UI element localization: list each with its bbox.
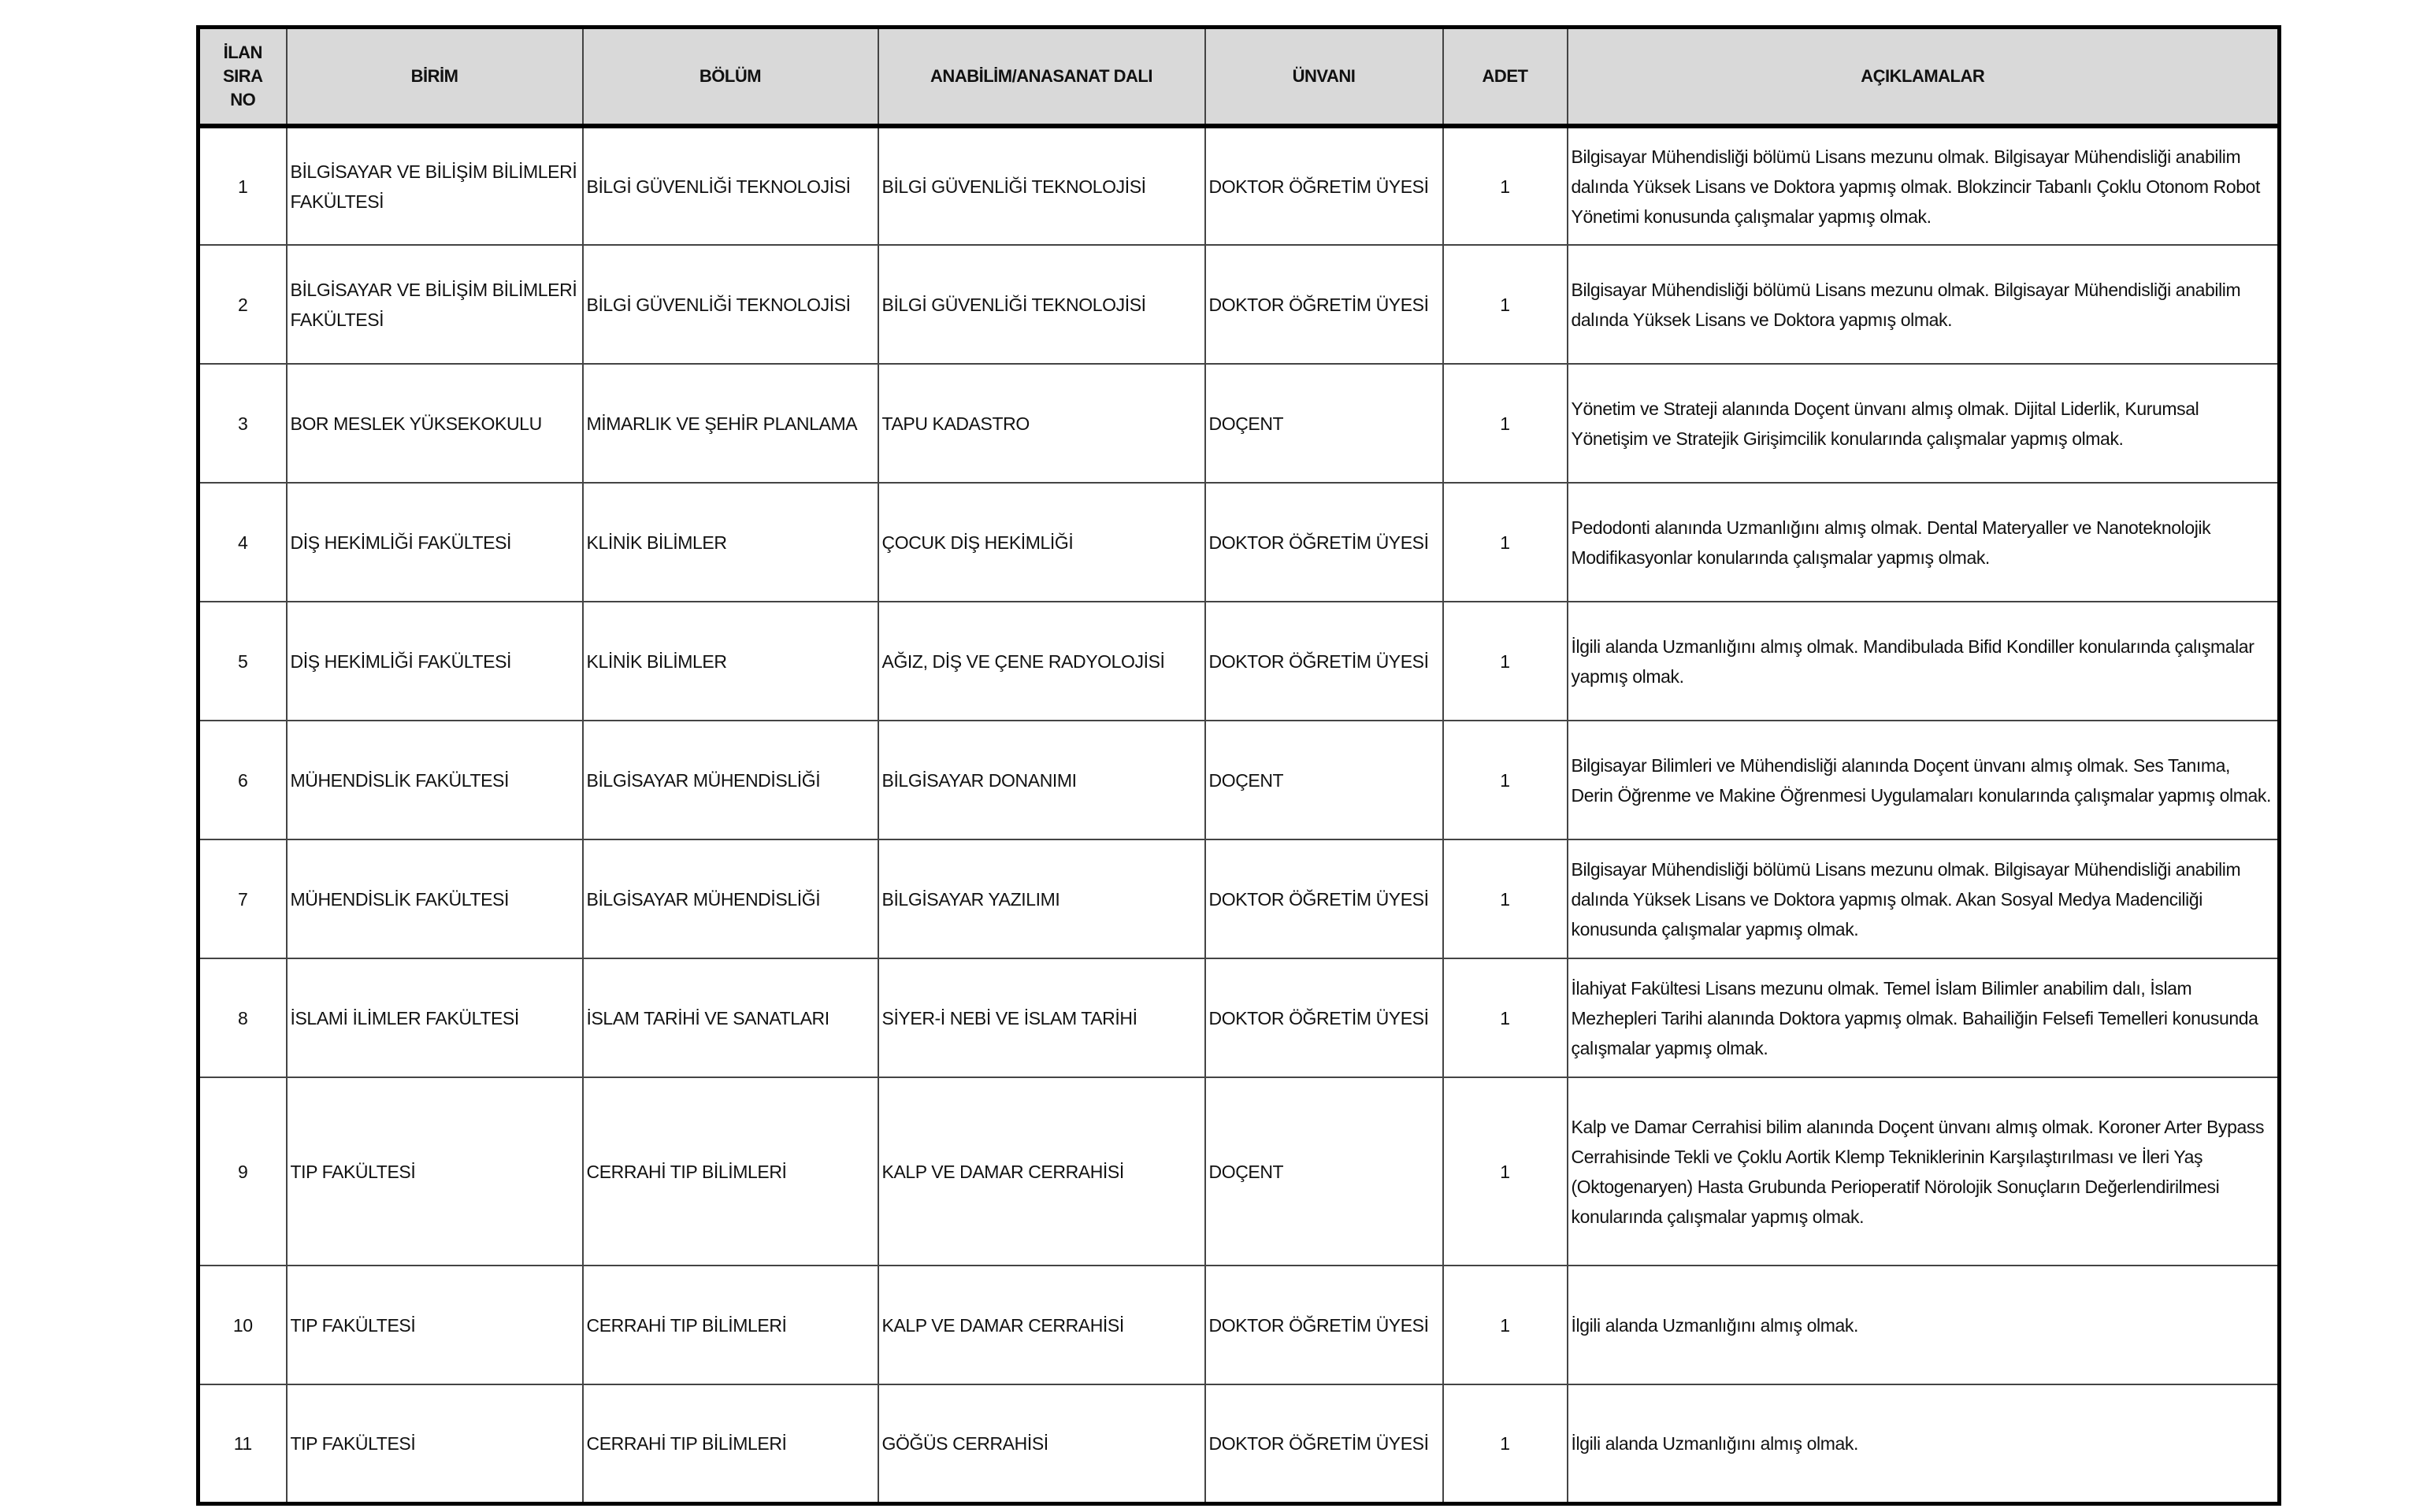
bolum-cell: KLİNİK BİLİMLER	[583, 483, 878, 602]
unvan-cell: DOKTOR ÖĞRETİM ÜYESİ	[1205, 126, 1443, 245]
unvan-cell: DOKTOR ÖĞRETİM ÜYESİ	[1205, 1266, 1443, 1384]
bolum-cell: KLİNİK BİLİMLER	[583, 602, 878, 721]
birim-cell: TIP FAKÜLTESİ	[287, 1077, 583, 1266]
aciklama-cell: İlgili alanda Uzmanlığını almış olmak.	[1568, 1266, 2280, 1384]
birim-cell: TIP FAKÜLTESİ	[287, 1266, 583, 1384]
bolum-cell: BİLGİSAYAR MÜHENDİSLİĞİ	[583, 839, 878, 958]
ilan-no-cell: 9	[199, 1077, 287, 1266]
table-row	[199, 839, 2280, 958]
ilan-no-cell: 8	[199, 958, 287, 1077]
header-adet: ADET	[1443, 28, 1568, 127]
table-row	[199, 483, 2280, 602]
table-row	[199, 602, 2280, 721]
anabilim-cell: KALP VE DAMAR CERRAHİSİ	[878, 1077, 1205, 1266]
header-aciklamalar: AÇIKLAMALAR	[1568, 28, 2280, 127]
anabilim-cell: TAPU KADASTRO	[878, 364, 1205, 483]
unvan-cell: DOKTOR ÖĞRETİM ÜYESİ	[1205, 958, 1443, 1077]
adet-cell: 1	[1443, 839, 1568, 958]
unvan-cell: DOKTOR ÖĞRETİM ÜYESİ	[1205, 1384, 1443, 1503]
aciklama-cell: İlahiyat Fakültesi Lisans mezunu olmak. Temel İslam Bilimler anabilim dalı, İslam Mezhepleri Tarihi alanında Doktora yapmış olmak. Bahailiğin Felsefi Temelleri konusunda çalışmalar yapmış olmak.	[1568, 958, 2280, 1077]
bolum-cell: CERRAHİ TIP BİLİMLERİ	[583, 1384, 878, 1503]
table-row	[199, 245, 2280, 364]
aciklama-cell: Bilgisayar Bilimleri ve Mühendisliği alanında Doçent ünvanı almış olmak. Ses Tanıma, Derin Öğrenme ve Makine Öğrenmesi Uygulamaları konularında çalışmalar yapmış olmak.	[1568, 721, 2280, 839]
anabilim-cell: KALP VE DAMAR CERRAHİSİ	[878, 1266, 1205, 1384]
table-row	[199, 958, 2280, 1077]
aciklama-cell: İlgili alanda Uzmanlığını almış olmak.	[1568, 1384, 2280, 1503]
anabilim-cell: BİLGİSAYAR DONANIMI	[878, 721, 1205, 839]
bolum-cell: CERRAHİ TIP BİLİMLERİ	[583, 1266, 878, 1384]
bolum-cell: BİLGİ GÜVENLİĞİ TEKNOLOJİSİ	[583, 126, 878, 245]
anabilim-cell: BİLGİ GÜVENLİĞİ TEKNOLOJİSİ	[878, 126, 1205, 245]
birim-cell: BİLGİSAYAR VE BİLİŞİM BİLİMLERİ FAKÜLTESİ	[287, 126, 583, 245]
header-unvan: ÜNVANI	[1205, 28, 1443, 127]
birim-cell: DİŞ HEKİMLİĞİ FAKÜLTESİ	[287, 483, 583, 602]
birim-cell: MÜHENDİSLİK FAKÜLTESİ	[287, 721, 583, 839]
header-birim: BİRİM	[287, 28, 583, 127]
ilan-no-cell: 11	[199, 1384, 287, 1503]
ilan-no-cell: 10	[199, 1266, 287, 1384]
aciklama-cell: Bilgisayar Mühendisliği bölümü Lisans mezunu olmak. Bilgisayar Mühendisliği anabilim dalında Yüksek Lisans ve Doktora yapmış olmak.	[1568, 245, 2280, 364]
adet-cell: 1	[1443, 364, 1568, 483]
aciklama-cell: Bilgisayar Mühendisliği bölümü Lisans mezunu olmak. Bilgisayar Mühendisliği anabilim dalında Yüksek Lisans ve Doktora yapmış olmak. Blokzincir Tabanlı Çoklu Otonom Robot Yönetimi konusunda çalışmalar yapmış olmak.	[1568, 126, 2280, 245]
job-listings-table	[196, 25, 2281, 1506]
bolum-cell: CERRAHİ TIP BİLİMLERİ	[583, 1077, 878, 1266]
aciklama-cell: Kalp ve Damar Cerrahisi bilim alanında Doçent ünvanı almış olmak. Koroner Arter Bypass Cerrahisinde Tekli ve Çoklu Aortik Klemp Tekniklerinin Karşılaştırılması ve İleri Yaş (Oktogenaryen) Hasta Grubunda Perioperatif Nörolojik Sonuçların Değerlendirilmesi konularında çalışmalar yapmış olmak.	[1568, 1077, 2280, 1266]
ilan-no-cell: 4	[199, 483, 287, 602]
birim-cell: MÜHENDİSLİK FAKÜLTESİ	[287, 839, 583, 958]
adet-cell: 1	[1443, 483, 1568, 602]
bolum-cell: İSLAM TARİHİ VE SANATLARI	[583, 958, 878, 1077]
anabilim-cell: SİYER-İ NEBİ VE İSLAM TARİHİ	[878, 958, 1205, 1077]
ilan-no-cell: 7	[199, 839, 287, 958]
birim-cell: DİŞ HEKİMLİĞİ FAKÜLTESİ	[287, 602, 583, 721]
adet-cell: 1	[1443, 1077, 1568, 1266]
ilan-no-cell: 6	[199, 721, 287, 839]
ilan-no-cell: 5	[199, 602, 287, 721]
adet-cell: 1	[1443, 245, 1568, 364]
ilan-no-cell: 3	[199, 364, 287, 483]
table-row	[199, 1266, 2280, 1384]
ilan-no-cell: 2	[199, 245, 287, 364]
table-row	[199, 126, 2280, 245]
header-bolum: BÖLÜM	[583, 28, 878, 127]
adet-cell: 1	[1443, 721, 1568, 839]
anabilim-cell: AĞIZ, DİŞ VE ÇENE RADYOLOJİSİ	[878, 602, 1205, 721]
anabilim-cell: ÇOCUK DİŞ HEKİMLİĞİ	[878, 483, 1205, 602]
bolum-cell: BİLGİSAYAR MÜHENDİSLİĞİ	[583, 721, 878, 839]
header-ilan-sira-no: İLAN SIRA NO	[199, 28, 287, 127]
anabilim-cell: BİLGİ GÜVENLİĞİ TEKNOLOJİSİ	[878, 245, 1205, 364]
aciklama-cell: Yönetim ve Strateji alanında Doçent ünvanı almış olmak. Dijital Liderlik, Kurumsal Yönetişim ve Stratejik Girişimcilik konularında çalışmalar yapmış olmak.	[1568, 364, 2280, 483]
bolum-cell: MİMARLIK VE ŞEHİR PLANLAMA	[583, 364, 878, 483]
adet-cell: 1	[1443, 1384, 1568, 1503]
birim-cell: TIP FAKÜLTESİ	[287, 1384, 583, 1503]
table-row	[199, 364, 2280, 483]
unvan-cell: DOKTOR ÖĞRETİM ÜYESİ	[1205, 839, 1443, 958]
ilan-no-cell: 1	[199, 126, 287, 245]
header-anabilim: ANABİLİM/ANASANAT DALI	[878, 28, 1205, 127]
adet-cell: 1	[1443, 126, 1568, 245]
birim-cell: BİLGİSAYAR VE BİLİŞİM BİLİMLERİ FAKÜLTESİ	[287, 245, 583, 364]
unvan-cell: DOÇENT	[1205, 1077, 1443, 1266]
birim-cell: İSLAMİ İLİMLER FAKÜLTESİ	[287, 958, 583, 1077]
anabilim-cell: BİLGİSAYAR YAZILIMI	[878, 839, 1205, 958]
table-header-row	[199, 28, 2280, 127]
adet-cell: 1	[1443, 1266, 1568, 1384]
adet-cell: 1	[1443, 602, 1568, 721]
unvan-cell: DOÇENT	[1205, 364, 1443, 483]
aciklama-cell: İlgili alanda Uzmanlığını almış olmak. Mandibulada Bifid Kondiller konularında çalışmalar yapmış olmak.	[1568, 602, 2280, 721]
unvan-cell: DOKTOR ÖĞRETİM ÜYESİ	[1205, 602, 1443, 721]
bolum-cell: BİLGİ GÜVENLİĞİ TEKNOLOJİSİ	[583, 245, 878, 364]
adet-cell: 1	[1443, 958, 1568, 1077]
birim-cell: BOR MESLEK YÜKSEKOKULU	[287, 364, 583, 483]
unvan-cell: DOÇENT	[1205, 721, 1443, 839]
aciklama-cell: Bilgisayar Mühendisliği bölümü Lisans mezunu olmak. Bilgisayar Mühendisliği anabilim dalında Yüksek Lisans ve Doktora yapmış olmak. Akan Sosyal Medya Madenciliği konusunda çalışmalar yapmış olmak.	[1568, 839, 2280, 958]
table-row	[199, 1384, 2280, 1503]
table-row	[199, 721, 2280, 839]
anabilim-cell: GÖĞÜS CERRAHİSİ	[878, 1384, 1205, 1503]
unvan-cell: DOKTOR ÖĞRETİM ÜYESİ	[1205, 483, 1443, 602]
table-row	[199, 1077, 2280, 1266]
aciklama-cell: Pedodonti alanında Uzmanlığını almış olmak. Dental Materyaller ve Nanoteknolojik Modifikasyonlar konularında çalışmalar yapmış olmak.	[1568, 483, 2280, 602]
unvan-cell: DOKTOR ÖĞRETİM ÜYESİ	[1205, 245, 1443, 364]
